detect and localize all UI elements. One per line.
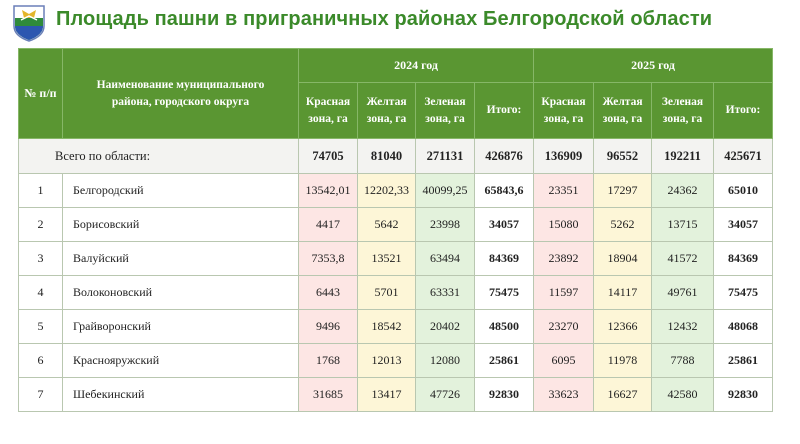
cell-2024-total: 34057 (475, 208, 534, 242)
row-number: 5 (19, 310, 63, 344)
summary-2024-green: 271131 (416, 139, 475, 174)
row-number: 4 (19, 276, 63, 310)
row-number: 7 (19, 378, 63, 412)
summary-2024-total: 426876 (475, 139, 534, 174)
subheader-green-zone-2024: Зеленая зона, га (416, 83, 475, 139)
table-row (19, 208, 773, 242)
cell-2025-green: 12432 (652, 310, 714, 344)
district-name: Краснояружский (63, 344, 299, 378)
cell-2024-total: 65843,6 (475, 174, 534, 208)
table-row (19, 344, 773, 378)
row-number: 3 (19, 242, 63, 276)
district-name: Борисовский (63, 208, 299, 242)
cell-2025-green: 49761 (652, 276, 714, 310)
cell-2024-green: 12080 (416, 344, 475, 378)
cell-2025-red: 11597 (534, 276, 594, 310)
cell-2024-red: 1768 (299, 344, 358, 378)
subheader-red-zone-2024: Красная зона, га (299, 83, 358, 139)
cell-2025-yellow: 18904 (594, 242, 652, 276)
row-number: 1 (19, 174, 63, 208)
column-header-number: № п/п (19, 49, 63, 139)
cell-2025-yellow: 12366 (594, 310, 652, 344)
district-name: Волоконовский (63, 276, 299, 310)
cell-2025-total: 84369 (714, 242, 773, 276)
cell-2024-yellow: 5642 (358, 208, 416, 242)
cell-2024-red: 13542,01 (299, 174, 358, 208)
page-title: Площадь пашни в приграничных районах Белгородской области (56, 8, 713, 30)
cell-2025-red: 23270 (534, 310, 594, 344)
cell-2025-total: 92830 (714, 378, 773, 412)
cell-2025-green: 42580 (652, 378, 714, 412)
cell-2025-green: 13715 (652, 208, 714, 242)
summary-2024-red: 74705 (299, 139, 358, 174)
cell-2025-red: 23892 (534, 242, 594, 276)
cell-2024-green: 40099,25 (416, 174, 475, 208)
column-header-district: Наименование муниципального района, городского округа (63, 49, 299, 139)
row-number: 6 (19, 344, 63, 378)
cell-2024-green: 23998 (416, 208, 475, 242)
cell-2024-total: 92830 (475, 378, 534, 412)
subheader-green-zone-2025: Зеленая зона, га (652, 83, 714, 139)
summary-2024-yellow: 81040 (358, 139, 416, 174)
cell-2025-green: 7788 (652, 344, 714, 378)
arable-land-table (18, 48, 773, 412)
cell-2024-red: 4417 (299, 208, 358, 242)
cell-2024-yellow: 18542 (358, 310, 416, 344)
cell-2025-total: 75475 (714, 276, 773, 310)
cell-2024-green: 20402 (416, 310, 475, 344)
subheader-red-zone-2025: Красная зона, га (534, 83, 594, 139)
district-rows (19, 174, 773, 412)
cell-2025-green: 41572 (652, 242, 714, 276)
summary-row (19, 139, 773, 174)
table-row (19, 378, 773, 412)
table-row (19, 310, 773, 344)
cell-2025-red: 6095 (534, 344, 594, 378)
cell-2024-red: 31685 (299, 378, 358, 412)
district-name: Валуйский (63, 242, 299, 276)
cell-2025-yellow: 11978 (594, 344, 652, 378)
subheader-yellow-zone-2025: Желтая зона, га (594, 83, 652, 139)
cell-2025-green: 24362 (652, 174, 714, 208)
cell-2024-yellow: 13417 (358, 378, 416, 412)
table-row (19, 276, 773, 310)
summary-label: Всего по области: (19, 139, 299, 174)
cell-2025-yellow: 16627 (594, 378, 652, 412)
cell-2025-red: 23351 (534, 174, 594, 208)
district-name: Грайворонский (63, 310, 299, 344)
cell-2025-yellow: 14117 (594, 276, 652, 310)
summary-2025-yellow: 96552 (594, 139, 652, 174)
subheader-total-2024: Итого: (475, 83, 534, 139)
cell-2024-yellow: 5701 (358, 276, 416, 310)
cell-2025-red: 33623 (534, 378, 594, 412)
cell-2024-total: 84369 (475, 242, 534, 276)
cell-2025-total: 25861 (714, 344, 773, 378)
cell-2025-total: 65010 (714, 174, 773, 208)
cell-2024-green: 47726 (416, 378, 475, 412)
cell-2025-total: 34057 (714, 208, 773, 242)
table-row (19, 174, 773, 208)
year-header-2025: 2025 год (534, 49, 773, 83)
year-header-2024: 2024 год (299, 49, 534, 83)
cell-2024-total: 48500 (475, 310, 534, 344)
subheader-total-2025: Итого: (714, 83, 773, 139)
cell-2025-yellow: 5262 (594, 208, 652, 242)
cell-2025-total: 48068 (714, 310, 773, 344)
summary-2025-red: 136909 (534, 139, 594, 174)
cell-2024-green: 63494 (416, 242, 475, 276)
table-row (19, 242, 773, 276)
cell-2024-total: 75475 (475, 276, 534, 310)
cell-2025-yellow: 17297 (594, 174, 652, 208)
subheader-yellow-zone-2024: Желтая зона, га (358, 83, 416, 139)
cell-2024-green: 63331 (416, 276, 475, 310)
cell-2024-red: 7353,8 (299, 242, 358, 276)
row-number: 2 (19, 208, 63, 242)
district-name: Шебекинский (63, 378, 299, 412)
cell-2024-red: 9496 (299, 310, 358, 344)
cell-2025-red: 15080 (534, 208, 594, 242)
cell-2024-red: 6443 (299, 276, 358, 310)
cell-2024-yellow: 12013 (358, 344, 416, 378)
belgorod-region-emblem-icon (12, 4, 46, 42)
header (0, 0, 800, 44)
summary-2025-green: 192211 (652, 139, 714, 174)
cell-2024-yellow: 13521 (358, 242, 416, 276)
cell-2024-yellow: 12202,33 (358, 174, 416, 208)
cell-2024-total: 25861 (475, 344, 534, 378)
summary-2025-total: 425671 (714, 139, 773, 174)
district-name: Белгородский (63, 174, 299, 208)
